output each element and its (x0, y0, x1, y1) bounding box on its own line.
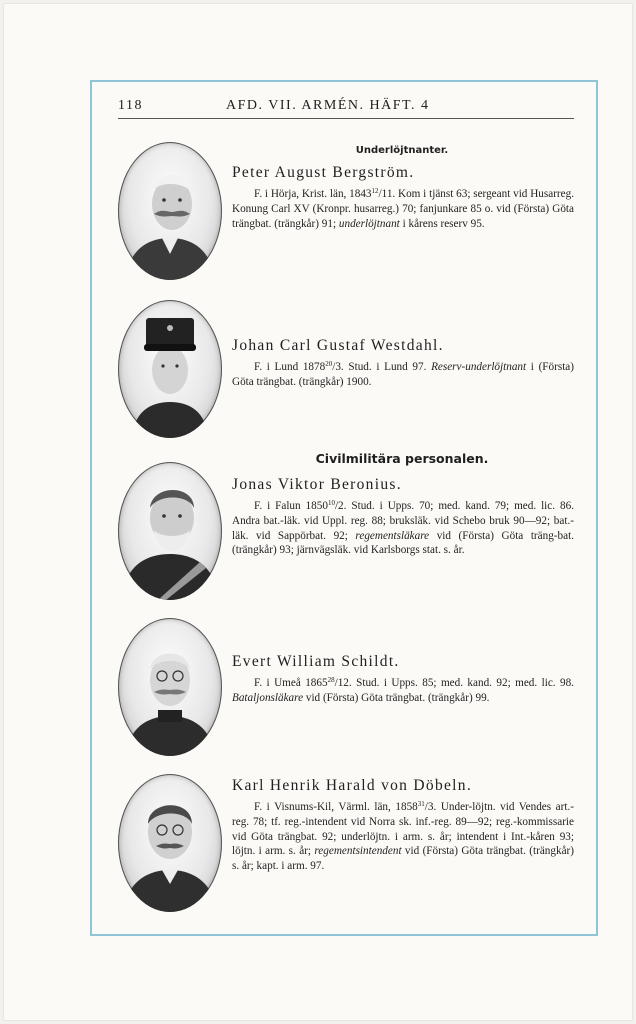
entry-bergstrom (232, 164, 574, 231)
date-superscript: 10 (327, 499, 335, 507)
entry-westdahl (232, 337, 574, 390)
date-superscript: 20 (325, 360, 333, 368)
section-title-civilmilitara: Civilmilitära personalen. (315, 451, 489, 466)
section-title-underlojtnanter: Underlöjtnanter. (355, 145, 449, 156)
entry-name: Peter August Bergström. (232, 164, 415, 181)
entry-name: Evert William Schildt. (232, 653, 400, 670)
italic-term: underlöjtnant (338, 217, 400, 230)
italic-term: regementsläkare (355, 529, 430, 542)
portrait-schildt (118, 618, 222, 756)
page-number: 118 (118, 98, 143, 113)
entry-schildt (232, 653, 574, 706)
entry-name: Johan Carl Gustaf Westdahl. (232, 337, 444, 354)
portrait-beronius (118, 462, 222, 600)
entry-bio: F. i Lund 1878$^{20}$/3. Stud. i Lund 97. Reserv-underlöjtnant i (Första) Göta trängbat. (trängkår) 1900. (232, 360, 574, 388)
entry-von-dobeln (232, 777, 574, 874)
entry-name: Jonas Viktor Beronius. (232, 476, 402, 493)
portrait-westdahl (118, 300, 222, 438)
italic-term: Reserv-underlöjtnant (431, 361, 527, 373)
date-superscript: 12 (371, 187, 379, 195)
running-head: AFD. VII. ARMÉN. HÄFT. 4 (226, 98, 430, 113)
entry-bio: F. i Hörja, Krist. län, 1843$^{12}$/11. Kom i tjänst 63; sergeant vid Husarreg. Konung Carl XV (Kronpr. husarreg.) 70; fanjunkare 85 o. vid (Första) Göta trängbat. (trängkår) 91; underlöjtnant i kårens reserv 95. (232, 187, 575, 230)
page-header (118, 96, 574, 119)
portrait-bergstrom (118, 142, 222, 280)
portrait-von-dobeln (118, 774, 222, 912)
date-superscript: 28 (327, 676, 335, 684)
entry-bio: F. i Visnums-Kil, Värml. län, 1858$^{31}$/3. Under-löjtn. vid Vendes art.-reg. 78; tf. reg.-intendent vid Norra sk. inf.-reg. 89—92; reg.-kommissarie vid Göta trängbat. 92; underlöjtn. i arm. s. år; intendent i Int.-kåren 93; löjtn. i arm. s. år; regementsintendent vid (Första) Göta trängbat. (trängkår) s. år; kapt. i arm. 97. (232, 800, 574, 873)
entry-name: Karl Henrik Harald von Döbeln. (232, 777, 473, 794)
italic-term: Bataljonsläkare (232, 691, 304, 704)
entry-bio: F. i Umeå 1865$^{28}$/12. Stud. i Upps. 85; med. kand. 92; med. lic. 98. Bataljonsläkare vid (Första) Göta trängbat. (trängkår) 99. (232, 676, 574, 704)
entry-bio: F. i Falun 1850$^{10}$/2. Stud. i Upps. 70; med. kand. 79; med. lic. 86. Andra bat.-läk. vid Uppl. reg. 88; bruksläk. vid Schebo bruk 90—92; bat.-läk. vid Sappörbat. 92; regementsläkare vid (Första) Göta träng-bat. (trängkår) 93; järnvägsläk. vid Karlsborgs stat. s. år. (232, 499, 574, 557)
date-superscript: 31 (417, 800, 425, 808)
italic-term: regementsintendent (314, 845, 402, 858)
entry-beronius (232, 476, 574, 558)
